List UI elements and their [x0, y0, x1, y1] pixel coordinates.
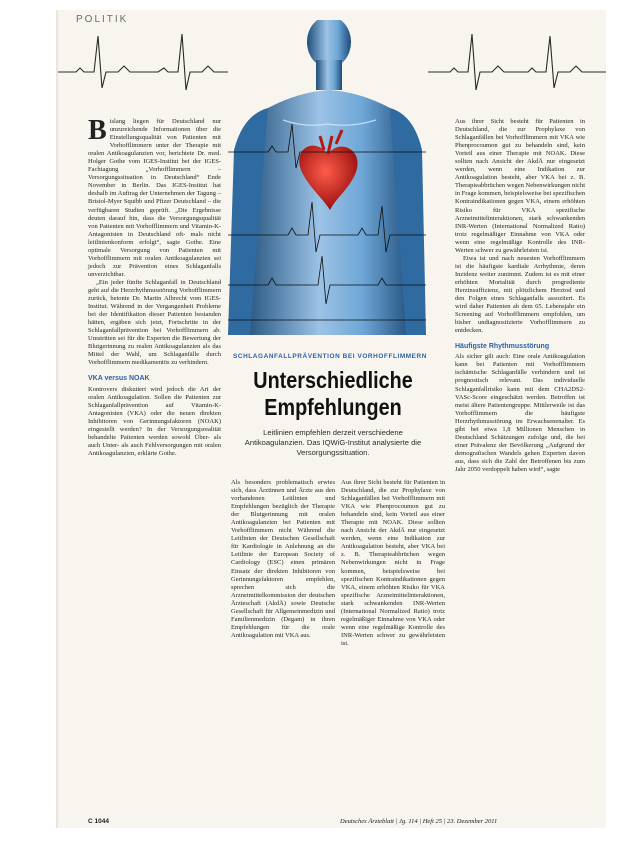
section-label: POLITIK — [76, 14, 129, 25]
column-4-paragraph-2: Etwa ist und nach neuesten Vorhofflimmern ist die häufigste kardiale Arrhythmie, deren Inzidenz weiter zunimmt. Zudem ist es mit einer erhöhten Mortalität durch progrediente Herzinsuffizienz, mit plötzlichem Herztod und den Folgen eines Schlaganfalls assoziiert. Es wird daher Patienten ab dem 65. Lebensjahr ein Screening auf Vorhofflimmern empfohlen, um bisher undiagnostizierte Vorhofflimmern zu entdecken. — [455, 254, 585, 335]
subheading-rhythm-disorder: Häufigste Rhythmusstörung — [455, 343, 550, 351]
page-number: C 1044 — [88, 818, 109, 825]
column-4-paragraph-1: Aus ihrer Sicht besteht für Patienten in Deutschland, die zur Prophylaxe von Schlaganfällen bei Vorhofflimmern mit VKA wie Phenprocoumon gut zu behandeln sind, kein Vorteil aus einer Therapie mit NOAK. Diese sollten nach Ansicht der AkdÄ nur eingesetzt werden, wenn eine Indikation zur Antikoagulation besteht, aber VKA bei z. B. Therapieabbrüchen wegen Nebenwirkungen nicht in Frage kommen, beispielsweise bei spezifischen Kontraindikationen gegen VKA, einem erhöhten Risiko für VKA spezifische Arzneimittelinteraktionen, stark schwankenden INR-Werten (International Normalized Ratio) trotz regelmäßiger Einnahme von VKA oder wenn eine regelmäßige Kontrolle des INR-Werten schwer zu gewährleisten ist. — [455, 118, 585, 254]
drop-cap: B — [88, 115, 107, 146]
article-title: Unterschiedliche Empfehlungen — [253, 367, 413, 420]
column-2-paragraph-1: Als besonders problematisch erwies sich, dass Ärztinnen und Ärzte aus den vorhandenen Leitlinien und Empfehlungen bezüglich der Therapie der Blutgerinnung mit oralen Antikoagulanzien bei Patienten mit Vorhofflimmern nicht Während die Leitlinien der Deutschen Gesellschaft für Kardiologie in Anlehnung an die Leitlinie der European Society of Cardiology (ESC) einen primären Einsatz der direkten Inhibitoren von Gerinnungsfaktoren empfehlen, sprechen sich die Arzneimittelkommission der deutschen Ärzteschaft (AkdÄ) sowie Deutsche Gesellschaft für Allgemeinmedizin und Familienmedizin (Degam) in ihren Empfehlungen für die orale Antikoagulation mit VKA aus. — [231, 479, 335, 639]
column-3-paragraph-1: Aus ihrer Sicht besteht für Patienten in Deutschland, die zur Prophylaxe von Schlaganfällen bei Vorhofflimmern mit VKA wie Phenprocoumon gut zu behandeln sind, kein Vorteil aus einer Therapie mit NOAK. Diese sollten nach Ansicht der AkdÄ nur eingesetzt werden, wenn eine Indikation zur Antikoagulation besteht, aber VKA bei z. B. Therapieabbrüchen wegen Nebenwirkungen nicht in Frage kommen, beispielsweise bei spezifischen Kontraindikationen gegen VKA, einem erhöhten Risiko für VKA spezifische Arzneimittelinteraktionen, stark schwankenden INR-Werten (International Normalized Ratio) trotz regelmäßiger Einnahme von VKA oder wenn eine regelmäßige Kontrolle des INR-Werten schwer zu gewährleisten ist. — [341, 479, 445, 647]
column-1-paragraph-3: Kontrovers diskutiert wird jedoch die Art der oralen Antikoagulation. Sollen die Patienten zur Schlaganfallprävention auf Vitamin-K-Antagonisten (VKA) oder die neuen direkten Inhibitoren von Gerinnungsfaktoren (NOAK) eingestellt werden? In der Versorgungsrealität behandelte Patienten werden sowohl Über- als auch Unter- als auch Fehlversorgungen mit oralen Antikoagulanzien, erklärte Gothe. — [88, 385, 221, 457]
column-1-paragraph-1: islang liegen für Deutschland nur unzureichende Informationen über die Einstellungsqualität von Patienten mit Vorhofflimmern unter der Therapie mit oralen Antikoagulanzien vor, berichtete Dr. med. Holger Gothe vom IGES-Institut bei der IGES-Fachtagung „Vorhofflimmern – Versorgungssituation in Deutschland“ Ende November in Berlin. Das IGES-Institut hat deshalb im Auftrag der Unternehmen der Tagung – Bristol-Myer Squibb und Pfizer Deutschland – die verfügbaren Studien geprüft. „Die Ergebnisse deuten darauf hin, dass die Versorgungsqualität von Patienten mit Vorhofflimmern und Vitamin-K-Antagonisten in Deutschland oft- mals nicht leitlinienkonform erfolgt“, sagte Gothe. Eine optimale Versorgung von Patienten mit Vorhofflimmern mit oralen Antikoagulanzien sei jedoch zur Prävention eines Schlaganfalls unverzichtbar. — [88, 118, 221, 278]
article-kicker: SCHLAGANFALLPRÄVENTION BEI VORHOFFLIMMERN — [233, 353, 427, 360]
column-1-paragraph-2: „Ein jeder fünfte Schlaganfall in Deutschland geht auf die Herzrhythmusstörung Vorhofflimmern zurück, betonte Dr. Martin Albrecht vom IGES-Institut. Während in der Vergangenheit Probleme bei der Identifikation dieser Patienten bestanden hätten, ergäben sich jetzt, Fortschritte in der Schlaganfallprävention bei Vorhofflimmern ab. Umstritten sei für die Experten die Bewertung der Blutgerinnung zu realen Antikoagulanzien als das Mittel der Wahl, um Schlaganfälle durch Vorhofflimmern medikamentös zu verhindern. — [88, 278, 221, 367]
column-4-paragraph-3: Als sicher gilt auch: Eine orale Antikoagulation kann bei Patienten mit Vorhofflimmern ischämische Schlaganfälle verhindern und ist prognostisch relevant. Das individuelle Schlaganfallrisiko kann mit dem CHA2DS2-VASc-Score eingeschätzt werden. Betroffen ist meist ältere Patientengruppe. Mittlerweile ist das Vorhofflimmern die häufigste Herzrhythmusstörung im Erwachsenenalter. Es gibt bei etwa 1,8 Millionen Menschen in Deutschland Schätzungen zufolge und, die bei einer Prävalenz der Bevölkerung „Aufgrund der demografischen Wandels gehen Experten davon aus, dass sich die Zahl der Betroffenen bis zum Jahr 2050 verdoppelt haben wird“, sagte — [455, 353, 585, 473]
journal-citation: Deutsches Ärzteblatt | Jg. 114 | Heft 25 | 23. Dezember 2011 — [340, 818, 498, 825]
article-column-3 — [341, 479, 445, 648]
anatomy-heart-illustration — [228, 20, 426, 335]
subheading-vka-noak: VKA versus NOAK — [88, 375, 150, 383]
article-lead: Leitlinien empfehlen derzeit verschiedene Antikoagulanzien. Das IQWiG-Institut analysierte die Versorgungssituation. — [244, 428, 422, 457]
article-column-4 — [455, 118, 585, 474]
article-column-1 — [88, 115, 221, 458]
article-column-2 — [231, 479, 335, 640]
